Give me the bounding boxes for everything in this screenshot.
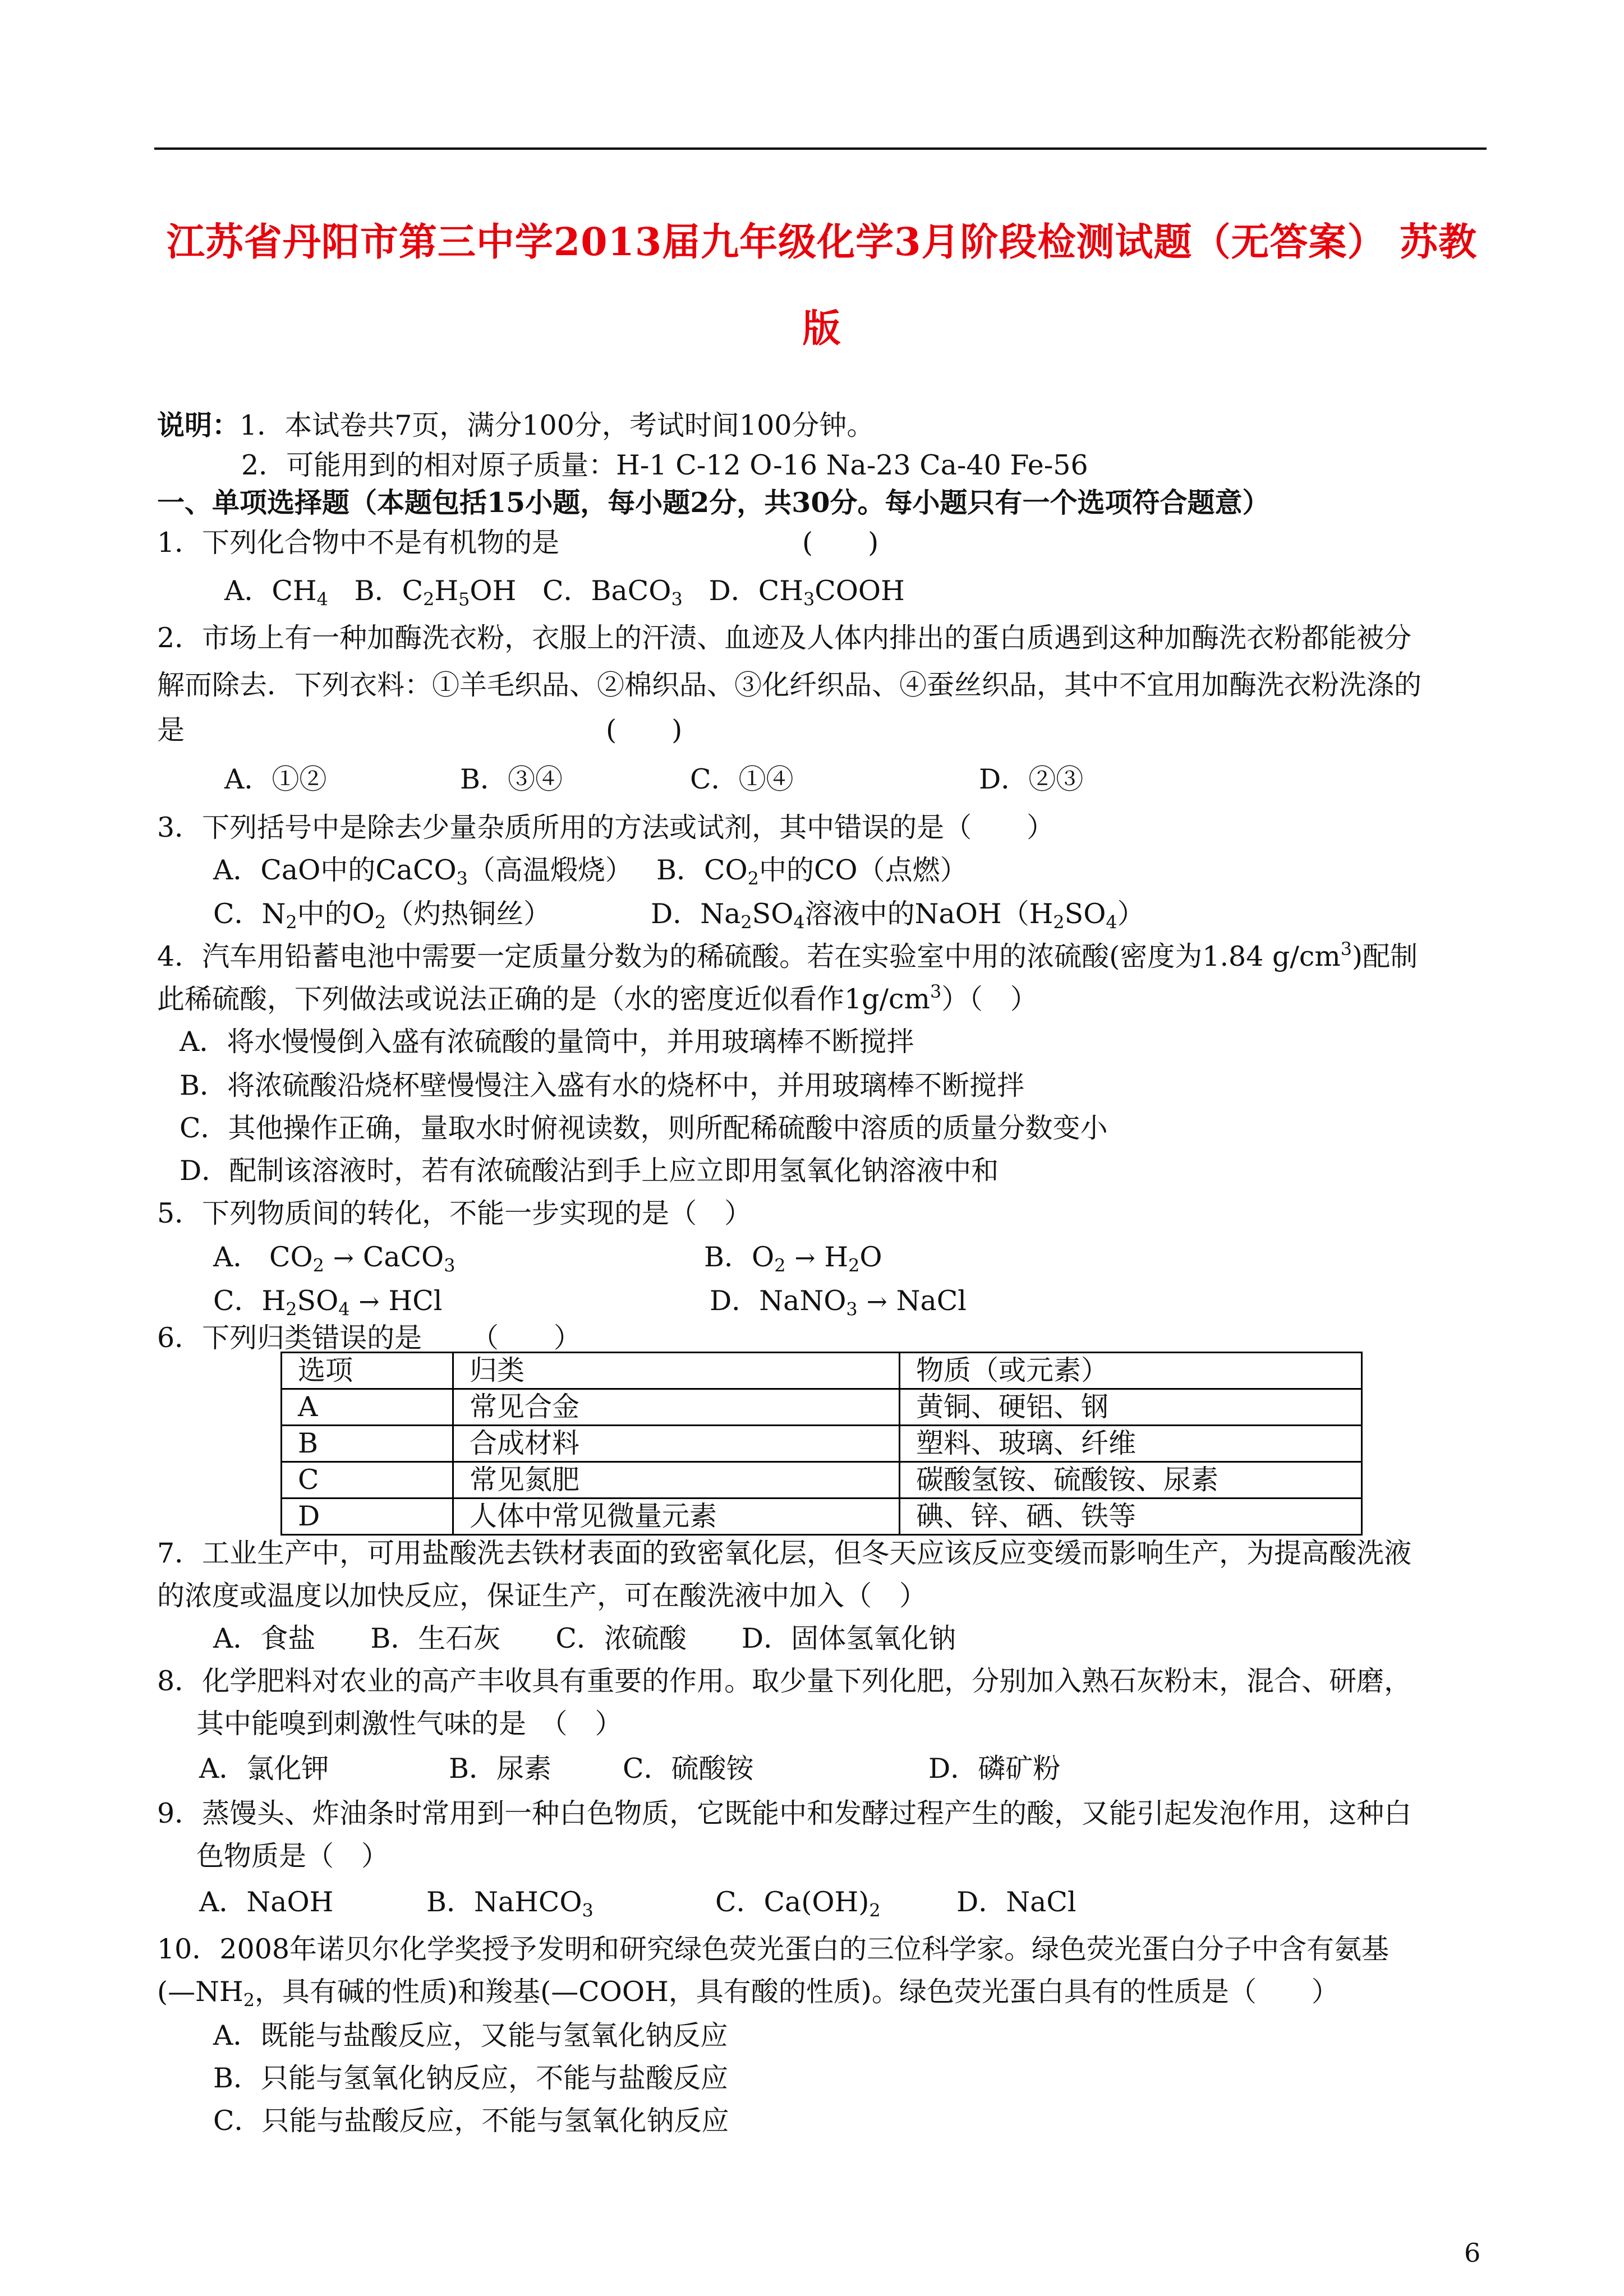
q10-option-a: A．既能与盐酸反应，又能与氢氧化钠反应 bbox=[213, 2020, 728, 2051]
q10-option-b: B．只能与氢氧化钠反应，不能与盐酸反应 bbox=[213, 2062, 729, 2094]
table-header-cell: 物质（或元素） bbox=[900, 1353, 1362, 1389]
q2-option-d: D．②③ bbox=[979, 763, 1084, 795]
q4-option-b: B．将浓硫酸沿烧杯壁慢慢注入盛有水的烧杯中，并用玻璃棒不断搅拌 bbox=[180, 1069, 1025, 1101]
table-cell: 常见合金 bbox=[453, 1389, 900, 1426]
q5-option-a: A． $CO_2$ → CaCO$_3$ bbox=[213, 1241, 456, 1276]
q7-line2: 的浓度或温度以加快反应，保证生产，可在酸洗液中加入（ ） bbox=[157, 1580, 927, 1612]
q10-option-c: C．只能与盐酸反应，不能与氢氧化钠反应 bbox=[213, 2105, 729, 2137]
table-cell: 黄铜、硬铝、钢 bbox=[900, 1389, 1362, 1426]
q3-stem: 3．下列括号中是除去少量杂质所用的方法或试剂，其中错误的是（ ） bbox=[157, 812, 1055, 843]
doc-title-line1: 江苏省丹阳市第三中学2013届九年级化学3月阶段检测试题（无答案） 苏教 bbox=[166, 220, 1478, 265]
q1-option-d: D．$CH_3COOH$ bbox=[709, 575, 905, 610]
q9-option-d: D．NaCl bbox=[956, 1886, 1076, 1918]
table-cell: 碘、锌、硒、铁等 bbox=[900, 1499, 1362, 1535]
q3-option-d: D．$Na_2SO_4$溶液中的$NaOH(H_2SO_4)$ bbox=[651, 898, 1145, 933]
q2-option-b: B．③④ bbox=[460, 763, 563, 795]
arrow-icon: → bbox=[333, 1244, 354, 1273]
q2-line1: 2．市场上有一种加酶洗衣粉，衣服上的汗渍、血迹及人体内排出的蛋白质遇到这种加酶洗衣粉都能被分 bbox=[157, 622, 1412, 654]
q2-line3: 是 bbox=[157, 714, 185, 746]
q8-option-b: B．尿素 bbox=[449, 1753, 552, 1785]
q2-option-a: A．①② bbox=[224, 763, 327, 795]
table-cell: 合成材料 bbox=[453, 1426, 900, 1462]
classification-table bbox=[280, 1352, 1363, 1536]
q4-option-c: C．其他操作正确，量取水时俯视读数，则所配稀硫酸中溶质的质量分数变小 bbox=[180, 1112, 1108, 1144]
q9-option-a: A．NaOH bbox=[199, 1886, 334, 1918]
section-1-heading: 一、单项选择题（本题包括15小题，每小题2分，共30分。每小题只有一个选项符合题意） bbox=[157, 486, 1270, 519]
q4-line2: 此稀硫酸，下列做法或说法正确的是（水的密度近似看作$1g/cm^3$）（ ） bbox=[157, 980, 1038, 1015]
q1-option-b: B．$C_2H_5OH$ bbox=[354, 575, 517, 610]
table-cell: 碳酸氢铵、硫酸铵、尿素 bbox=[900, 1462, 1362, 1499]
table-cell: 塑料、玻璃、纤维 bbox=[900, 1426, 1362, 1462]
q6-blank: （ ） bbox=[471, 1322, 582, 1354]
arrow-icon: → bbox=[358, 1288, 380, 1316]
table-cell: B bbox=[282, 1426, 453, 1462]
doc-title-line2: 版 bbox=[802, 306, 841, 351]
table-header-cell: 选项 bbox=[282, 1353, 453, 1389]
table-cell: C bbox=[282, 1462, 453, 1499]
notes-label: 说明： bbox=[157, 409, 240, 441]
table-row bbox=[282, 1426, 1362, 1462]
table-cell: 人体中常见微量元素 bbox=[453, 1499, 900, 1535]
q8-option-a: A．氯化钾 bbox=[199, 1753, 329, 1785]
table-cell: A bbox=[282, 1389, 453, 1426]
q2-blank: ( ) bbox=[606, 714, 683, 746]
q7-line1: 7．工业生产中，可用盐酸洗去铁材表面的致密氧化层，但冬天应该反应变缓而影响生产，为提高酸洗液 bbox=[157, 1537, 1412, 1569]
q4-line1: 4．汽车用铅蓄电池中需要一定质量分数为的稀硫酸。若在实验室中用的浓硫酸(密度为1.84 $g/cm^3$)配制 bbox=[157, 938, 1418, 972]
q5-option-d: D．NaNO$_3$ → NaCl bbox=[710, 1285, 967, 1320]
q1-option-a: A．$CH_4$ bbox=[224, 575, 328, 610]
table-header-cell: 归类 bbox=[453, 1353, 900, 1389]
q8-option-d: D．磷矿粉 bbox=[928, 1753, 1061, 1785]
q1-blank: ( ) bbox=[802, 527, 879, 559]
q9-option-b: B．NaHCO$_3$ bbox=[426, 1886, 594, 1921]
q10-line2: ($—NH_2$，具有碱的性质)和羧基(—COOH，具有酸的性质)。绿色荧光蛋白具有的性质是（ ） bbox=[157, 1976, 1339, 2011]
q9-option-c: C．$Ca(OH)_2$ bbox=[715, 1886, 881, 1921]
q3-option-b: B．$CO_2$中的CO（点燃） bbox=[656, 854, 968, 889]
q5-stem: 5．下列物质间的转化，不能一步实现的是（ ） bbox=[157, 1197, 752, 1229]
table-row bbox=[282, 1389, 1362, 1426]
note-2: 2．可能用到的相对原子质量：H-1 C-12 O-16 Na-23 Ca-40 Fe-56 bbox=[241, 449, 1088, 481]
table-row bbox=[282, 1462, 1362, 1499]
q3-option-a: A．CaO中的CaCO$_3$（高温煅烧） bbox=[213, 854, 633, 889]
q10-line1: 10．2008年诺贝尔化学奖授予发明和研究绿色荧光蛋白的三位科学家。绿色荧光蛋白分子中含有氨基 bbox=[157, 1933, 1390, 1965]
q8-line2: 其中能嗅到刺激性气味的是 （ ） bbox=[196, 1708, 623, 1740]
q8-option-c: C．硫酸铵 bbox=[623, 1753, 754, 1785]
q4-option-a: A．将水慢慢倒入盛有浓硫酸的量筒中，并用玻璃棒不断搅拌 bbox=[180, 1026, 914, 1058]
q1-option-c: C．BaCO$_3$ bbox=[542, 575, 683, 610]
notes-line1 bbox=[157, 408, 874, 442]
q9-line1: 9．蒸馒头、炸油条时常用到一种白色物质，它既能中和发酵过程产生的酸，又能引起发泡作用，这种白 bbox=[157, 1797, 1412, 1829]
q3-option-c: C．$N_2$中的$O_2$（灼热铜丝） bbox=[213, 898, 551, 933]
header-rule bbox=[154, 147, 1487, 150]
table-header-row bbox=[282, 1353, 1362, 1389]
page-number: 6 bbox=[1464, 2238, 1481, 2268]
q1-stem: 1．下列化合物中不是有机物的是 bbox=[157, 527, 560, 559]
q5-option-b: B．$O_2 \to H_2O$ bbox=[704, 1241, 882, 1276]
arrow-icon: → bbox=[794, 1244, 816, 1273]
q6-stem: 6．下列归类错误的是 bbox=[157, 1322, 422, 1354]
q8-line1: 8．化学肥料对农业的高产丰收具有重要的作用。取少量下列化肥，分别加入熟石灰粉末，混合、研磨， bbox=[157, 1665, 1412, 1697]
q1-options bbox=[224, 574, 905, 608]
arrow-icon: → bbox=[866, 1288, 887, 1316]
q9-line2: 色物质是（ ） bbox=[196, 1840, 389, 1872]
q5-option-c: C．$H_2SO_4$ → HCl bbox=[213, 1285, 443, 1320]
table-cell: 常见氮肥 bbox=[453, 1462, 900, 1499]
q4-option-d: D．配制该溶液时，若有浓硫酸沾到手上应立即用氢氧化钠溶液中和 bbox=[180, 1155, 999, 1187]
q7-options: A．食盐 B．生石灰 C．浓硫酸 D．固体氢氧化钠 bbox=[213, 1622, 956, 1654]
q2-line2: 解而除去．下列衣料：①羊毛织品、②棉织品、③化纤织品、④蚕丝织品，其中不宜用加酶洗衣粉洗涤的 bbox=[157, 669, 1422, 701]
table-cell: D bbox=[282, 1499, 453, 1535]
note-1: 1．本试卷共7页，满分100分，考试时间100分钟。 bbox=[240, 409, 875, 441]
q2-option-c: C．①④ bbox=[690, 763, 794, 795]
table-row bbox=[282, 1499, 1362, 1535]
